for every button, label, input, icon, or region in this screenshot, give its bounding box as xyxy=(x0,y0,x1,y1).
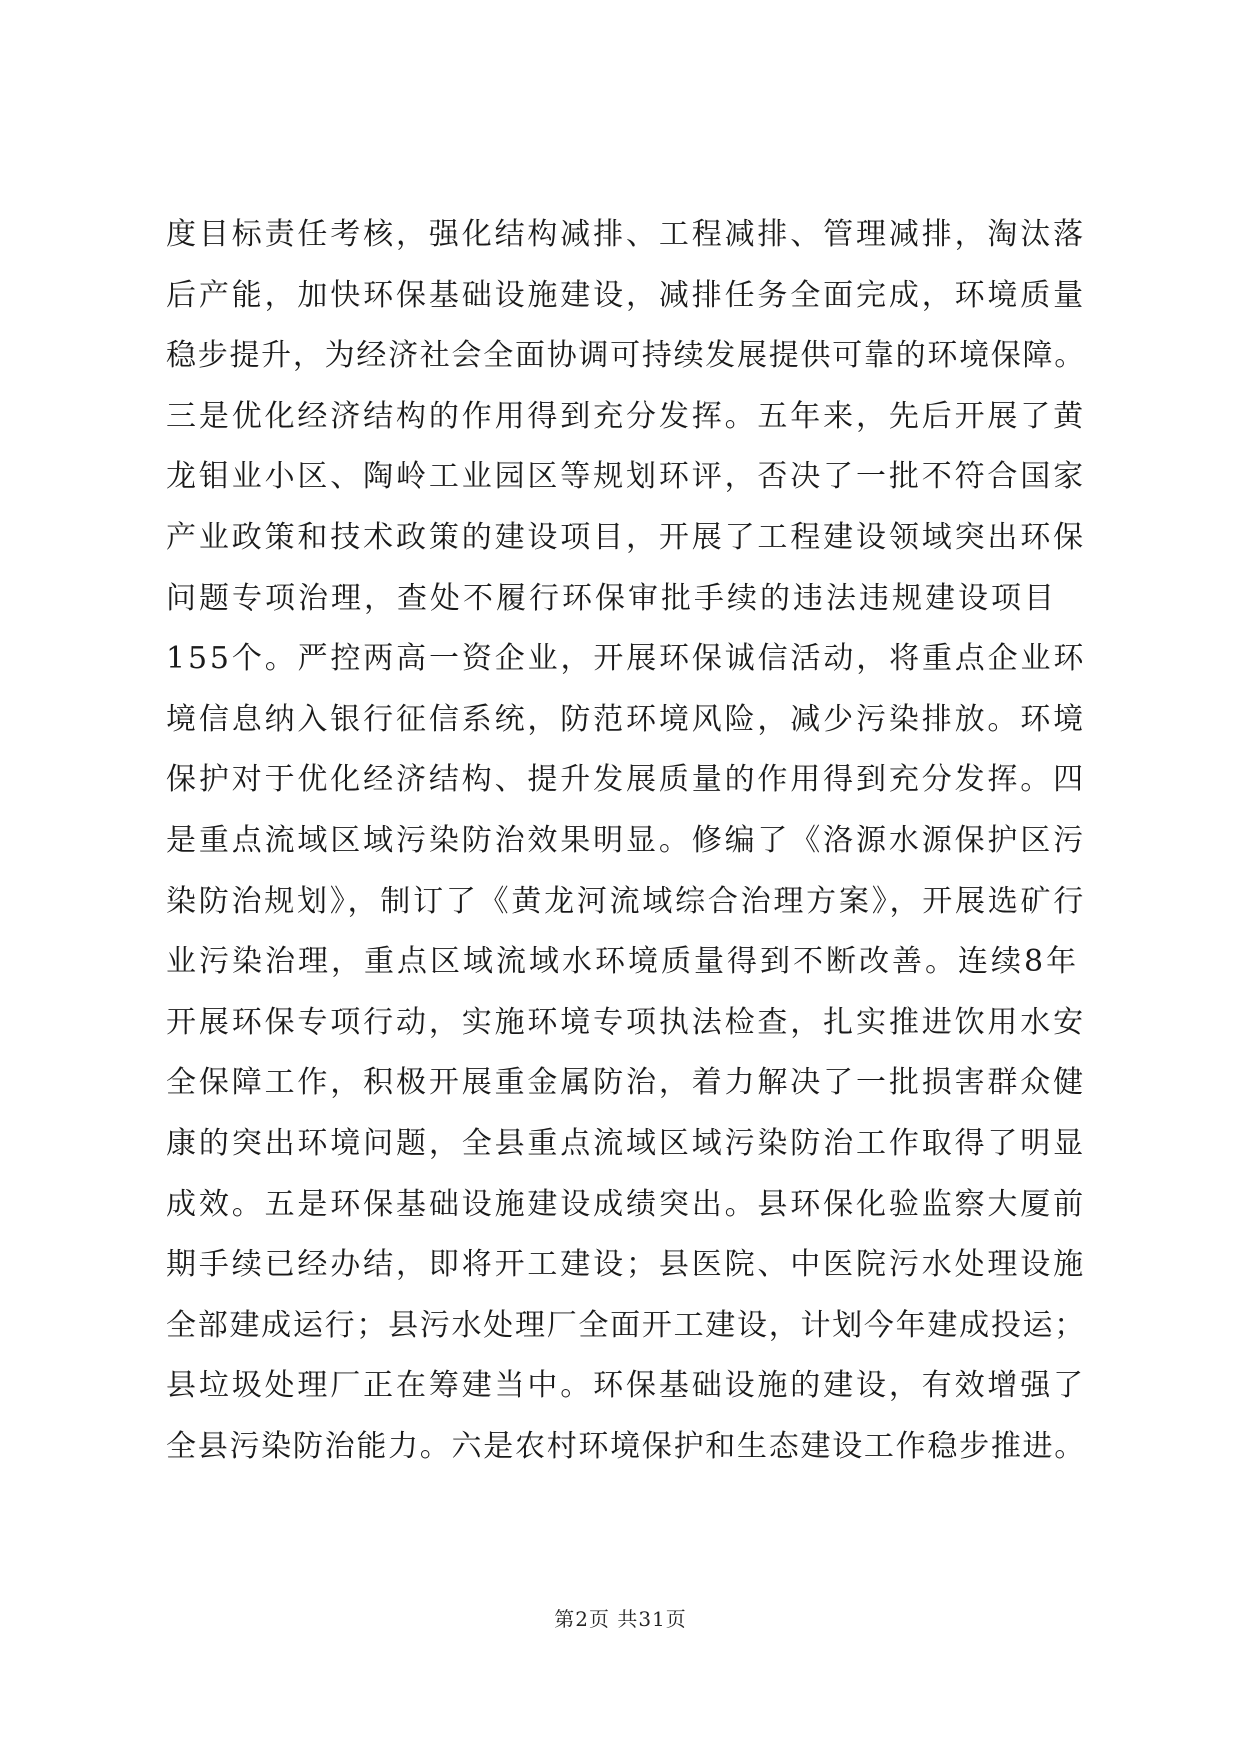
text-line: 业污染治理，重点区域流域水环境质量得到不断改善。连续8年 xyxy=(166,944,1080,980)
text-line: 开展环保专项行动，实施环境专项执法检查，扎实推进饮用水安 xyxy=(166,1004,1086,1040)
text-line: 全县污染防治能力。六是农村环境保护和生态建设工作稳步推进。 xyxy=(166,1428,1086,1464)
text-line: 成效。五是环保基础设施建设成绩突出。县环保化验监察大厦前 xyxy=(166,1186,1086,1222)
text-line: 染防治规划》，制订了《黄龙河流域综合治理方案》，开展选矿行 xyxy=(166,883,1086,919)
text-line: 度目标责任考核，强化结构减排、工程减排、管理减排，淘汰落 xyxy=(166,217,1086,252)
text-line: 期手续已经办结，即将开工建设；县医院、中医院污水处理设施 xyxy=(166,1247,1086,1283)
text-line: 全部建成运行；县污水处理厂全面开工建设，计划今年建成投运； xyxy=(166,1307,1086,1343)
text-line: 155个。严控两高一资企业，开展环保诚信活动，将重点企业环 xyxy=(166,641,1087,677)
text-line: 三是优化经济结构的作用得到充分发挥。五年来，先后开展了黄 xyxy=(166,398,1086,434)
text-line: 龙钼业小区、陶岭工业园区等规划环评，否决了一批不符合国家 xyxy=(166,459,1086,495)
text-line: 康的突出环境问题，全县重点流域区域污染防治工作取得了明显 xyxy=(166,1125,1086,1161)
text-line: 产业政策和技术政策的建设项目，开展了工程建设领域突出环保 xyxy=(166,519,1086,555)
text-line: 境信息纳入银行征信系统，防范环境风险，减少污染排放。环境 xyxy=(166,701,1086,737)
text-line: 保护对于优化经济结构、提升发展质量的作用得到充分发挥。四 xyxy=(166,762,1086,798)
page-footer: 第2页 共31页 xyxy=(554,1607,687,1631)
text-line: 稳步提升，为经济社会全面协调可持续发展提供可靠的环境保障。 xyxy=(166,338,1086,374)
text-line: 后产能，加快环保基础设施建设，减排任务全面完成，环境质量 xyxy=(166,277,1086,313)
body-text xyxy=(166,205,1086,1477)
text-line: 全保障工作，积极开展重金属防治，着力解决了一批损害群众健 xyxy=(166,1065,1086,1101)
text-line: 是重点流域区域污染防治效果明显。修编了《洛源水源保护区污 xyxy=(166,822,1086,858)
text-line: 县垃圾处理厂正在筹建当中。环保基础设施的建设，有效增强了 xyxy=(166,1368,1086,1404)
text-line: 问题专项治理，查处不履行环保审批手续的违法违规建设项目 xyxy=(166,580,1057,616)
